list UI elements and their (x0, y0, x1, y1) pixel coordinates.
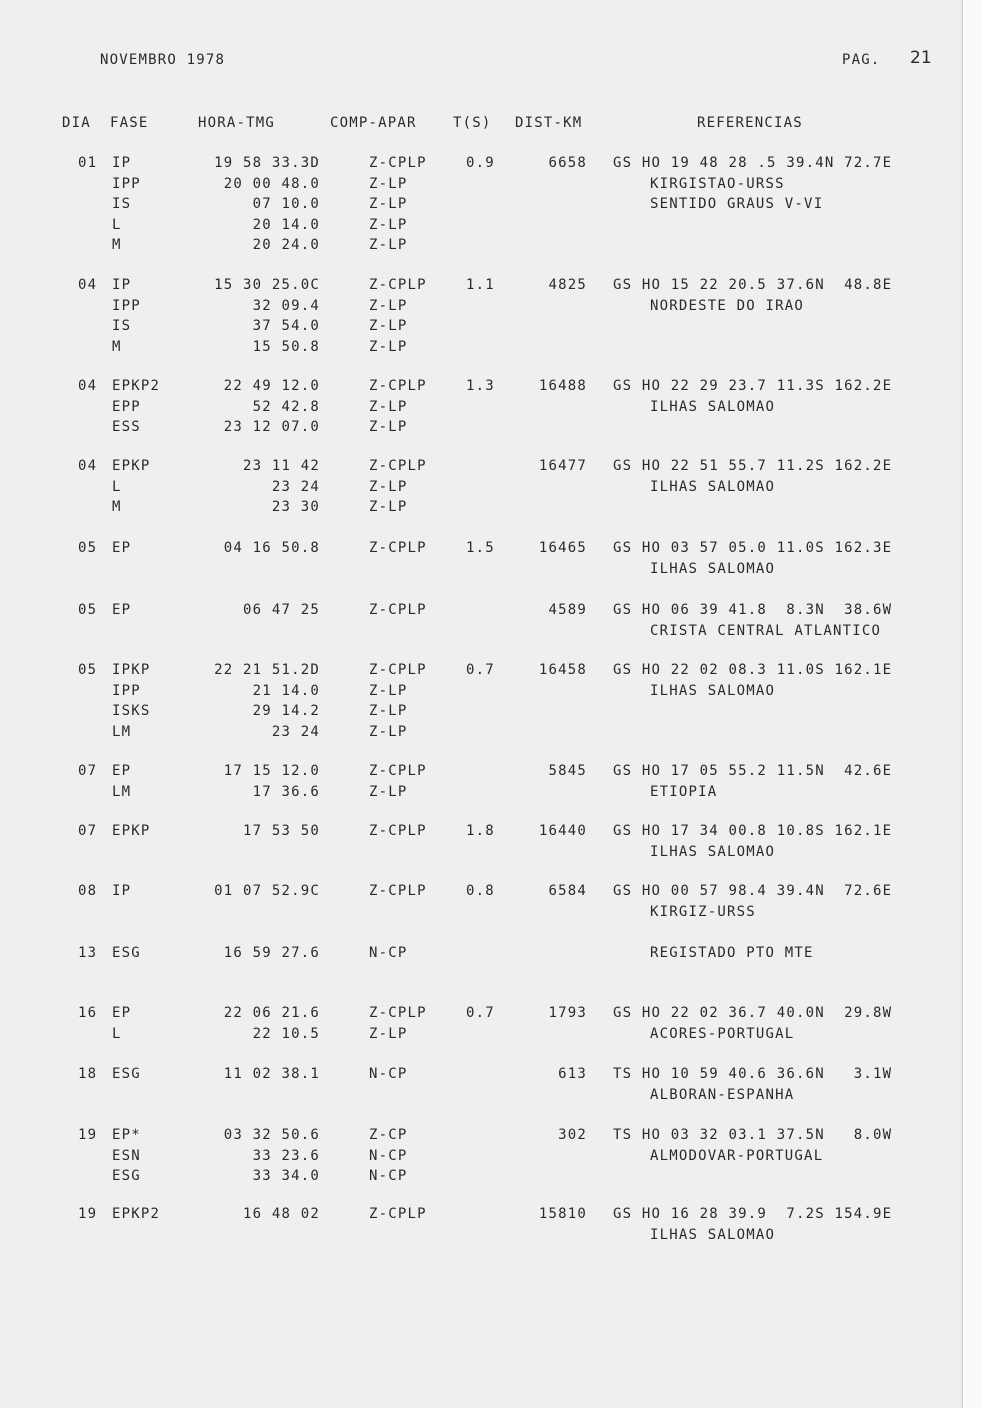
cell-hora: 52 42.8 (252, 398, 320, 415)
cell-ref: ETIOPIA (650, 783, 718, 800)
cell-hora: 01 07 52.9C (214, 883, 320, 899)
cell-ts: 0.7 (466, 662, 495, 678)
cell-fase: ISKS (112, 703, 151, 719)
cell-fase: L (112, 1025, 122, 1042)
cell-dist: 5845 (548, 763, 587, 779)
cell-ref: ILHAS SALOMAO (650, 682, 776, 699)
cell-hora: 22 49 12.0 (223, 378, 320, 394)
cell-hora: 37 54.0 (252, 318, 320, 334)
cell-ts: 0.9 (466, 155, 495, 171)
cell-ref: ILHAS SALOMAO (650, 478, 776, 495)
cell-comp: Z-LP (369, 297, 408, 314)
cell-hora: 23 30 (271, 499, 320, 515)
cell-fase: EPP (112, 398, 141, 415)
cell-ref: SENTIDO GRAUS V-VI (650, 196, 824, 212)
cell-ref: GS HO 22 02 36.7 40.0N 29.8W (613, 1005, 893, 1021)
cell-hora: 23 11 42 (242, 458, 320, 474)
cell-ref: GS HO 22 51 55.7 11.2S 162.2E (613, 458, 893, 474)
column-header-dia: DIA (62, 115, 91, 131)
cell-dia: 04 (78, 277, 98, 293)
header-month: NOVEMBRO 1978 (100, 52, 226, 68)
cell-dist: 6658 (548, 155, 587, 171)
cell-comp: N-CP (369, 945, 408, 961)
cell-ref: TS HO 03 32 03.1 37.5N 8.0W (613, 1127, 893, 1143)
cell-hora: 16 48 02 (242, 1206, 320, 1222)
cell-fase: IP (112, 155, 132, 171)
cell-comp: Z-CPLP (369, 458, 427, 474)
cell-ref: ILHAS SALOMAO (650, 1226, 776, 1243)
cell-ref: GS HO 00 57 98.4 39.4N 72.6E (613, 883, 893, 899)
column-header-referencias: REFERENCIAS (697, 115, 803, 131)
cell-dia: 07 (78, 823, 98, 839)
cell-hora: 19 58 33.3D (214, 155, 320, 171)
cell-comp: Z-LP (369, 318, 408, 334)
cell-comp: Z-LP (369, 783, 408, 800)
cell-dist: 15810 (538, 1206, 587, 1222)
cell-ts: 0.7 (466, 1005, 495, 1021)
cell-fase: IPKP (112, 662, 151, 678)
cell-ref: REGISTADO PTO MTE (650, 945, 814, 961)
cell-fase: M (112, 338, 122, 355)
cell-fase: M (112, 499, 122, 515)
cell-hora: 17 53 50 (242, 823, 320, 839)
cell-dia: 05 (78, 602, 98, 618)
cell-hora: 33 23.6 (252, 1147, 320, 1164)
cell-hora: 22 21 51.2D (214, 662, 320, 678)
cell-comp: Z-LP (369, 499, 408, 515)
cell-fase: EPKP2 (112, 378, 161, 394)
cell-ref: GS HO 15 22 20.5 37.6N 48.8E (613, 277, 893, 293)
cell-dia: 18 (78, 1066, 98, 1082)
cell-dist: 16465 (538, 540, 587, 556)
cell-dia: 08 (78, 883, 98, 899)
cell-dist: 613 (558, 1066, 587, 1082)
cell-fase: L (112, 216, 122, 233)
cell-comp: Z-CPLP (369, 277, 427, 293)
cell-ref: GS HO 22 29 23.7 11.3S 162.2E (613, 378, 893, 394)
cell-fase: M (112, 237, 122, 253)
cell-dist: 6584 (548, 883, 587, 899)
cell-dia: 19 (78, 1127, 98, 1143)
cell-ref: ACORES-PORTUGAL (650, 1025, 795, 1042)
cell-hora: 29 14.2 (252, 703, 320, 719)
cell-ref: ILHAS SALOMAO (650, 398, 776, 415)
cell-dist: 16440 (538, 823, 587, 839)
cell-comp: N-CP (369, 1066, 408, 1082)
cell-fase: IS (112, 196, 132, 212)
cell-fase: IP (112, 277, 132, 293)
column-header-comp: COMP-APAR (330, 115, 417, 131)
cell-ref: GS HO 17 34 00.8 10.8S 162.1E (613, 823, 893, 839)
cell-dia: 04 (78, 458, 98, 474)
cell-fase: LM (112, 783, 132, 800)
cell-comp: Z-CPLP (369, 823, 427, 839)
cell-ref: GS HO 16 28 39.9 7.2S 154.9E (613, 1206, 893, 1222)
column-header-dist: DIST-KM (515, 115, 583, 131)
cell-hora: 20 00 48.0 (223, 175, 320, 192)
cell-ts: 1.5 (466, 540, 495, 556)
cell-comp: Z-LP (369, 682, 408, 699)
page-edge (962, 0, 983, 1408)
cell-ref: KIRGIZ-URSS (650, 903, 756, 920)
cell-dist: 302 (558, 1127, 587, 1143)
cell-dist: 16488 (538, 378, 587, 394)
cell-hora: 23 24 (271, 723, 320, 740)
header-page-label: PAG. (842, 52, 881, 68)
cell-comp: Z-LP (369, 478, 408, 495)
column-header-ts: T(S) (453, 115, 492, 131)
cell-comp: Z-CPLP (369, 763, 427, 779)
cell-dia: 01 (78, 155, 98, 171)
cell-comp: Z-LP (369, 1025, 408, 1042)
cell-fase: ESS (112, 419, 141, 435)
cell-ref: GS HO 03 57 05.0 11.0S 162.3E (613, 540, 893, 556)
cell-hora: 07 10.0 (252, 196, 320, 212)
cell-comp: Z-LP (369, 338, 408, 355)
cell-dia: 16 (78, 1005, 98, 1021)
cell-hora: 22 06 21.6 (223, 1005, 320, 1021)
cell-comp: Z-LP (369, 216, 408, 233)
cell-ref: ALMODOVAR-PORTUGAL (650, 1147, 824, 1164)
cell-hora: 20 14.0 (252, 216, 320, 233)
cell-hora: 32 09.4 (252, 297, 320, 314)
cell-dia: 13 (78, 945, 98, 961)
cell-dia: 05 (78, 662, 98, 678)
column-header-hora: HORA-TMG (198, 115, 276, 131)
cell-dist: 16477 (538, 458, 587, 474)
cell-comp: Z-CPLP (369, 662, 427, 678)
cell-hora: 16 59 27.6 (223, 945, 320, 961)
cell-fase: IPP (112, 682, 141, 699)
cell-ref: ILHAS SALOMAO (650, 843, 776, 860)
cell-hora: 11 02 38.1 (223, 1066, 320, 1082)
cell-fase: IS (112, 318, 132, 334)
cell-comp: Z-CPLP (369, 378, 427, 394)
column-header-fase: FASE (110, 115, 149, 131)
cell-dist: 4825 (548, 277, 587, 293)
cell-hora: 15 30 25.0C (214, 277, 320, 293)
cell-dia: 19 (78, 1206, 98, 1222)
cell-ts: 0.8 (466, 883, 495, 899)
header-page-number: 21 (910, 48, 932, 68)
cell-ref: NORDESTE DO IRAO (650, 297, 805, 314)
cell-comp: N-CP (369, 1168, 408, 1184)
cell-ts: 1.1 (466, 277, 495, 293)
cell-fase: IPP (112, 175, 141, 192)
cell-fase: ESG (112, 945, 141, 961)
cell-hora: 23 24 (271, 478, 320, 495)
cell-ref: ALBORAN-ESPANHA (650, 1086, 795, 1103)
cell-dia: 05 (78, 540, 98, 556)
cell-ref: CRISTA CENTRAL ATLANTICO (650, 622, 882, 639)
cell-comp: Z-LP (369, 703, 408, 719)
cell-hora: 23 12 07.0 (223, 419, 320, 435)
cell-hora: 03 32 50.6 (223, 1127, 320, 1143)
cell-ref: TS HO 10 59 40.6 36.6N 3.1W (613, 1066, 893, 1082)
cell-comp: Z-CPLP (369, 540, 427, 556)
cell-fase: EP (112, 763, 132, 779)
cell-comp: Z-LP (369, 196, 408, 212)
cell-comp: N-CP (369, 1147, 408, 1164)
cell-hora: 22 10.5 (252, 1025, 320, 1042)
cell-fase: ESG (112, 1066, 141, 1082)
cell-ref: GS HO 06 39 41.8 8.3N 38.6W (613, 602, 893, 618)
cell-ref: ILHAS SALOMAO (650, 560, 776, 577)
cell-fase: IP (112, 883, 132, 899)
cell-dist: 4589 (548, 602, 587, 618)
cell-fase: LM (112, 723, 132, 740)
cell-fase: ESN (112, 1147, 141, 1164)
cell-dia: 04 (78, 378, 98, 394)
cell-fase: EP (112, 602, 132, 618)
cell-hora: 21 14.0 (252, 682, 320, 699)
cell-dia: 07 (78, 763, 98, 779)
cell-fase: EPKP (112, 458, 151, 474)
cell-fase: EP (112, 540, 132, 556)
cell-ref: GS HO 17 05 55.2 11.5N 42.6E (613, 763, 893, 779)
cell-hora: 15 50.8 (252, 338, 320, 355)
cell-hora: 33 34.0 (252, 1168, 320, 1184)
cell-comp: Z-CPLP (369, 883, 427, 899)
cell-ref: KIRGISTAO-URSS (650, 175, 785, 192)
cell-ts: 1.8 (466, 823, 495, 839)
cell-fase: EPKP (112, 823, 151, 839)
cell-comp: Z-LP (369, 398, 408, 415)
cell-comp: Z-CPLP (369, 155, 427, 171)
cell-fase: EPKP2 (112, 1206, 161, 1222)
cell-dist: 1793 (548, 1005, 587, 1021)
cell-comp: Z-CP (369, 1127, 408, 1143)
cell-comp: Z-LP (369, 419, 408, 435)
cell-comp: Z-LP (369, 723, 408, 740)
cell-comp: Z-CPLP (369, 1206, 427, 1222)
cell-hora: 20 24.0 (252, 237, 320, 253)
cell-fase: EP (112, 1005, 132, 1021)
cell-comp: Z-CPLP (369, 602, 427, 618)
cell-hora: 06 47 25 (242, 602, 320, 618)
cell-comp: Z-LP (369, 237, 408, 253)
cell-hora: 17 15 12.0 (223, 763, 320, 779)
cell-fase: ESG (112, 1168, 141, 1184)
cell-fase: L (112, 478, 122, 495)
cell-dist: 16458 (538, 662, 587, 678)
cell-fase: EP* (112, 1127, 141, 1143)
cell-ts: 1.3 (466, 378, 495, 394)
cell-ref: GS HO 22 02 08.3 11.0S 162.1E (613, 662, 893, 678)
cell-hora: 04 16 50.8 (223, 540, 320, 556)
cell-comp: Z-LP (369, 175, 408, 192)
cell-comp: Z-CPLP (369, 1005, 427, 1021)
cell-hora: 17 36.6 (252, 783, 320, 800)
cell-ref: GS HO 19 48 28 .5 39.4N 72.7E (613, 155, 893, 171)
cell-fase: IPP (112, 297, 141, 314)
